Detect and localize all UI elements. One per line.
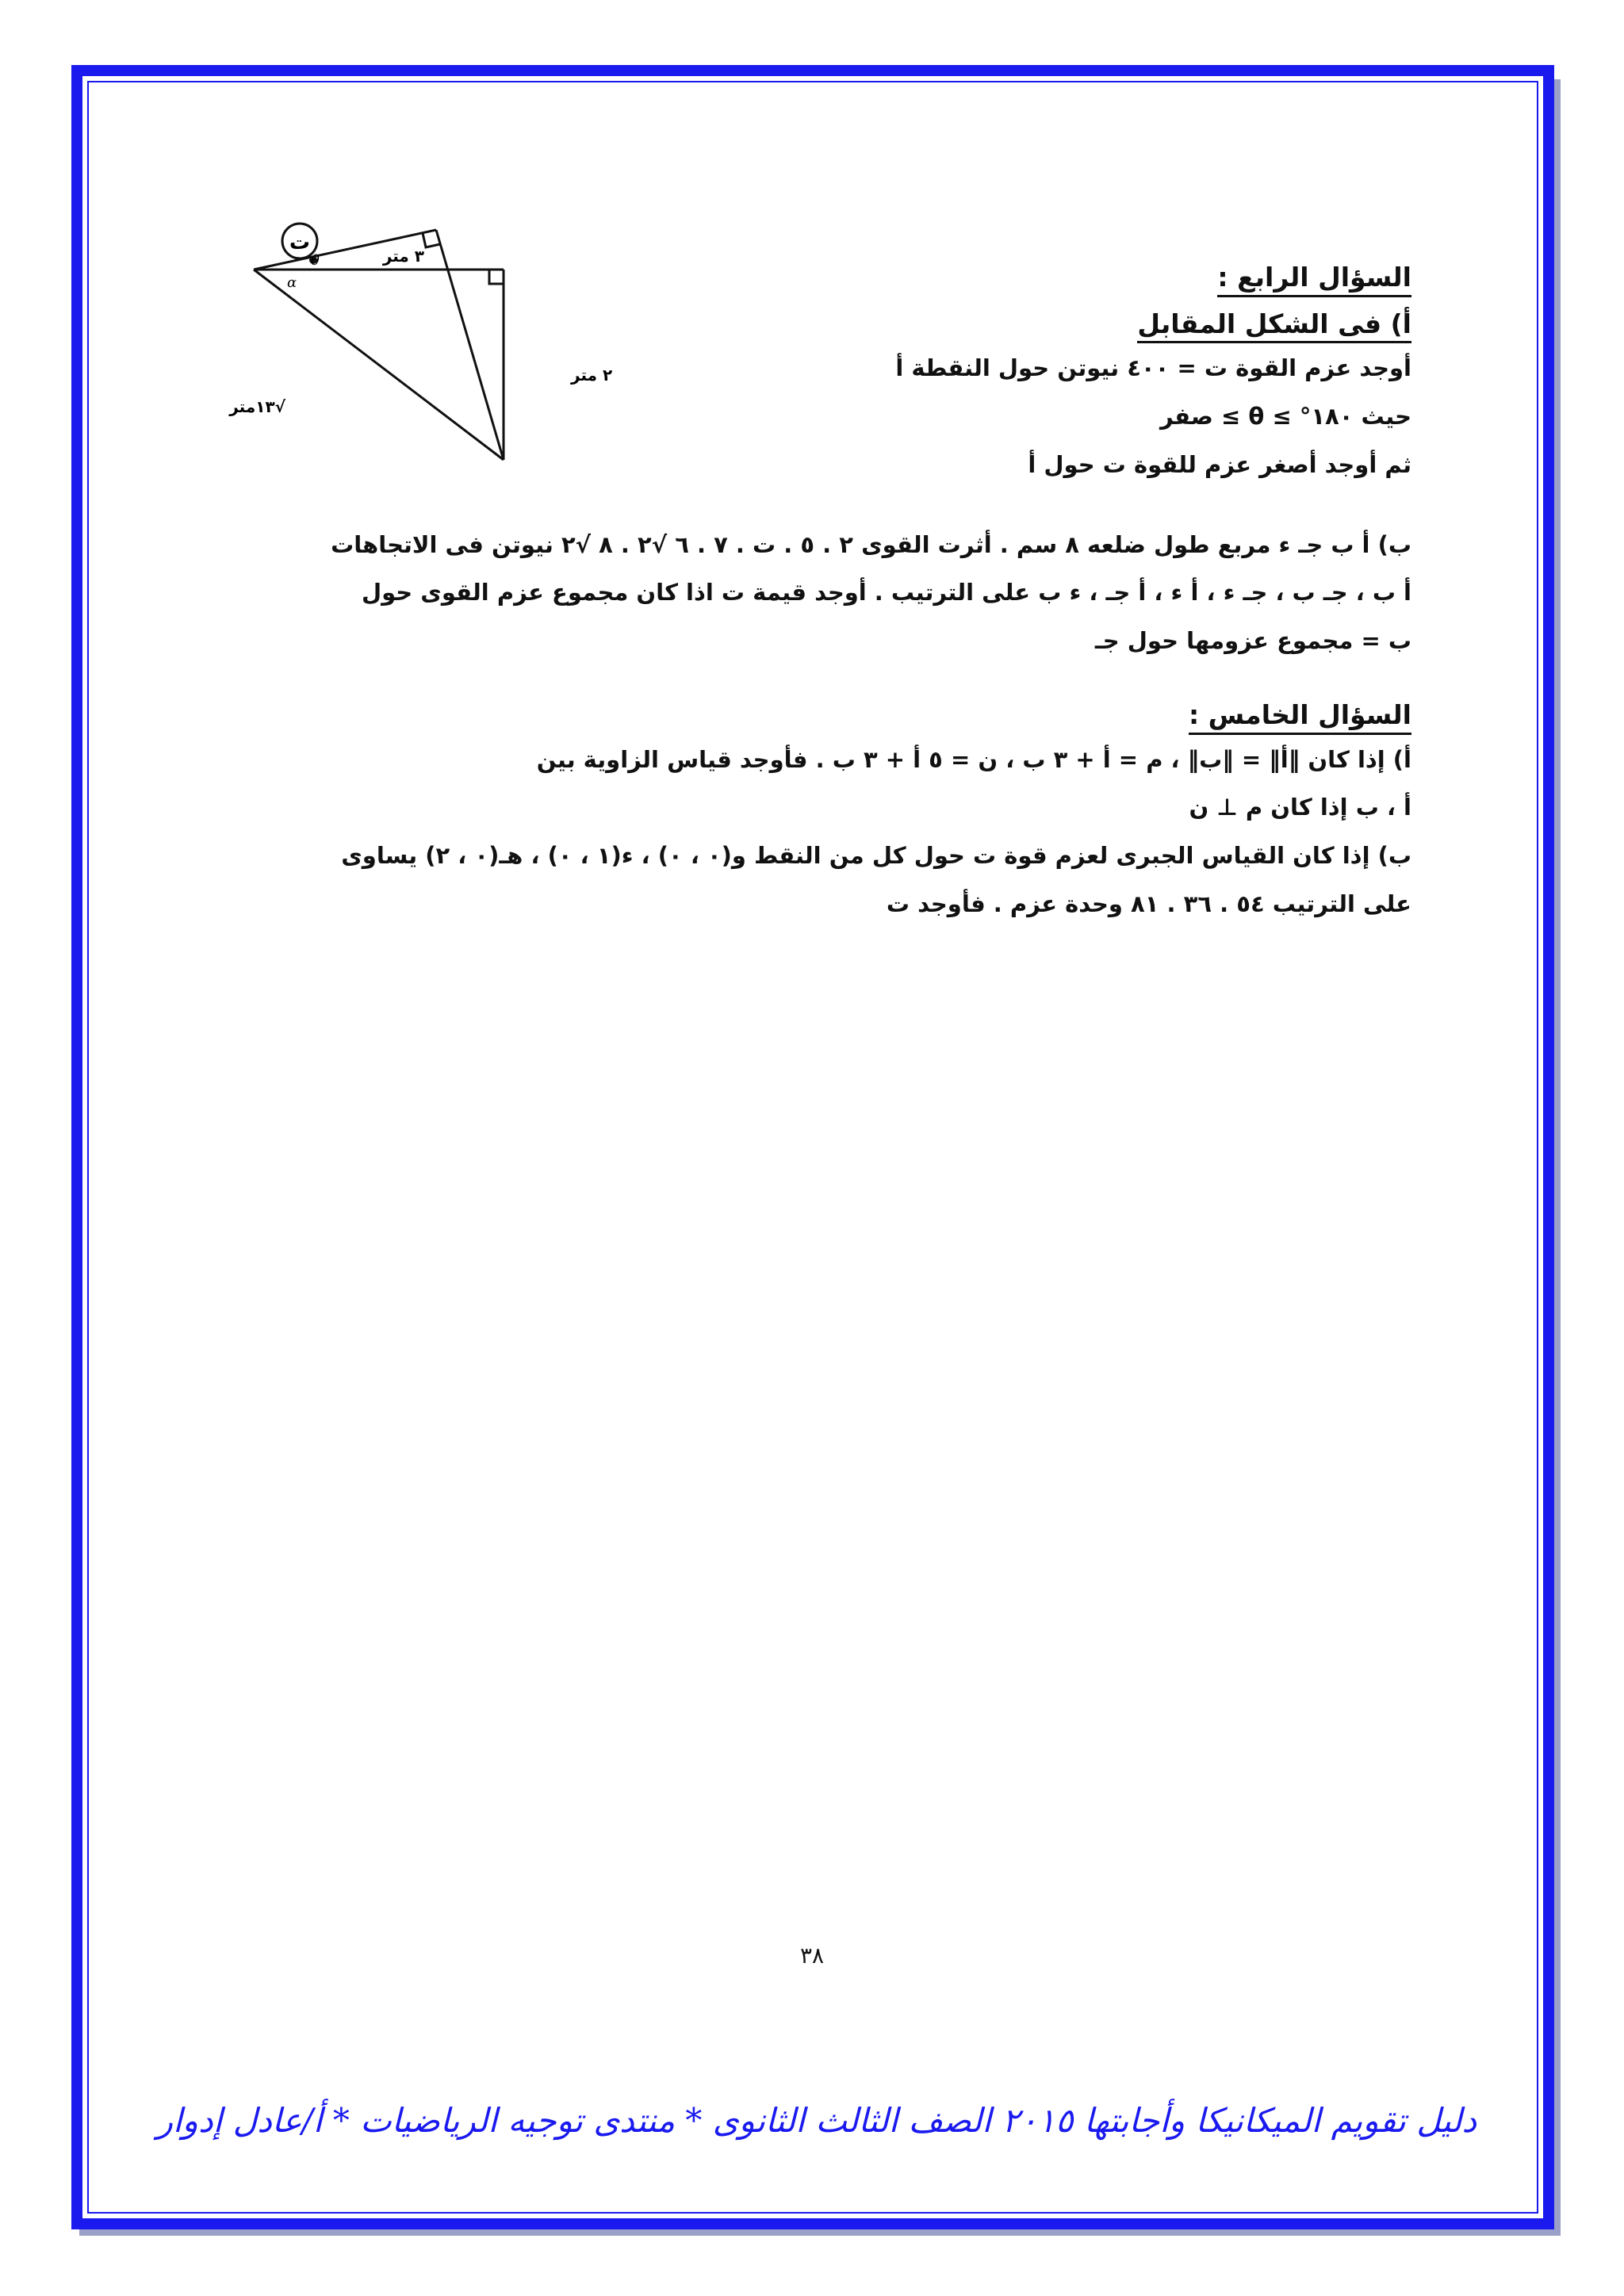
q4-a-line-3: ثم أوجد أصغر عزم للقوة ت حول أ <box>1028 450 1411 478</box>
q4-b-line-2: أ ب ، جـ ب ، جـ ء ، أ ء ، أ جـ ، ء ب على الترتيب . أوجد قيمة ت اذا كان مجموع عزم القوى حول <box>361 579 1411 607</box>
q5-b-line-2: على الترتيب ٥٤ . ٣٦ . ٨١ وحدة عزم . فأوجد ت <box>886 890 1411 917</box>
alpha-label: α <box>287 274 297 291</box>
q5-b-line-1: ب) إذا كان القياس الجبرى لعزم قوة ت حول كل من النقط و(٠ ، ٠) ، ء(١ ، ٠) ، هـ(٠ ، ٢) يساوى <box>341 842 1411 870</box>
q4-heading: السؤال الرابع : <box>1217 262 1411 297</box>
q5-a-line-1: أ) إذا كان ‖أ‖ = ‖ب‖ ، م = أ + ٣ ب ، ن = ٥ أ + ٣ ب . فأوجد قياس الزاوية بين <box>536 745 1411 773</box>
frame-shadow-bottom <box>79 2229 1561 2236</box>
page-number: ٣٨ <box>799 1942 825 1969</box>
q4-a-line-1: أوجد عزم القوة ت = ٤٠٠ نيوتن حول النقطة أ <box>895 354 1411 382</box>
force-label: ت <box>289 231 311 254</box>
right-side-label: ٢ متر <box>571 365 613 385</box>
hyp-side-label: √١٣متر <box>229 397 285 416</box>
top-side-label: ٣ متر <box>382 247 424 266</box>
q4-b-line-3: ب = مجموع عزومها حول جـ <box>1094 627 1411 655</box>
content-area <box>238 262 1411 962</box>
theta-label: θ <box>311 252 320 269</box>
question-5 <box>238 699 1411 918</box>
frame-shadow-right <box>1554 79 1561 2236</box>
q4-b-line-1: ب) أ ب جـ ء مربع طول ضلعه ٨ سم . أثرت القوى ٢ . ٥ . ت . ٧ . ٦ √٢ . ٨ √٢ نيوتن فى الاتجاهات <box>331 530 1411 558</box>
q4-part-a <box>809 308 1411 479</box>
q5-heading: السؤال الخامس : <box>1189 699 1411 735</box>
q4-a-line-2: حيث ١٨٠° ≥ θ ≥ صفر <box>1159 402 1411 430</box>
question-4 <box>238 262 1411 655</box>
footer-text: دليل تقويم الميكانيكا وأجابتها ٢٠١٥ الصف الثالث الثانوى * منتدى توجيه الرياضيات * أ/عادل إدوار <box>156 2101 1477 2140</box>
q5-a-line-2: أ ، ب إذا كان م ⊥ ن <box>1189 794 1411 821</box>
q4-a-heading: أ) فى الشكل المقابل <box>1137 308 1411 344</box>
